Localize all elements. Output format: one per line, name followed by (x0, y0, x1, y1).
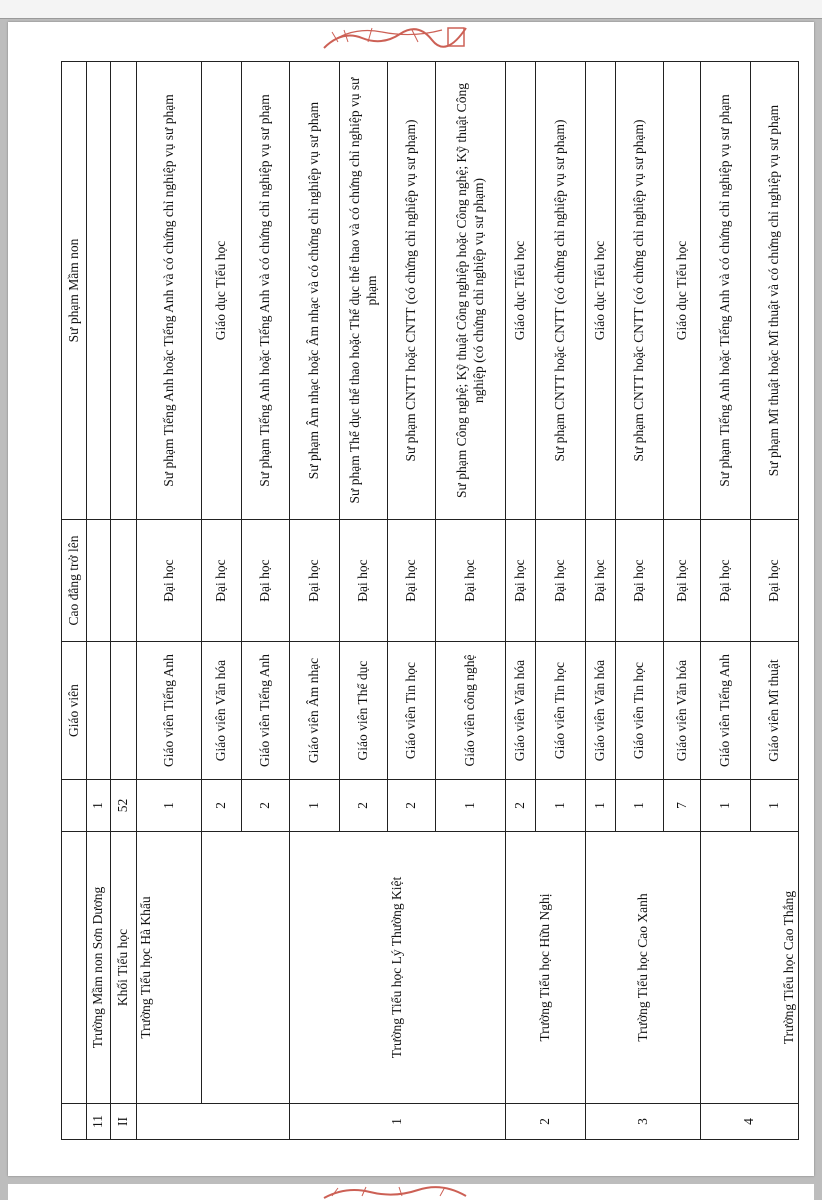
row-degree: Đại học (242, 520, 290, 642)
row-major: Sư phạm CNTT hoặc CNTT (có chứng chỉ nghiệp vụ sư phạm) (616, 62, 664, 520)
row-11-degree (87, 520, 111, 642)
table-row-11 (87, 62, 111, 1140)
red-stamp-top (322, 24, 468, 50)
section-number: II (111, 1104, 137, 1140)
row-major: Sư phạm Tiếng Anh hoặc Tiếng Anh và có chứng chỉ nghiệp vụ sư phạm (701, 62, 751, 520)
table-row (701, 62, 751, 1140)
row-teacher: Giáo viên Văn hóa (202, 642, 242, 780)
row-degree: Đại học (616, 520, 664, 642)
row-major: Sư phạm Thể dục thể thao hoặc Thể dục thể thao và có chứng chỉ nghiệp vụ sư phạm (340, 62, 388, 520)
row-degree: Đại học (586, 520, 616, 642)
table-row (290, 62, 340, 1140)
row-count: 2 (242, 780, 290, 832)
header-teacher: Giáo viên (62, 642, 87, 780)
school-name: Trường Tiểu học Cao Xanh (586, 832, 701, 1104)
section-teacher (111, 642, 137, 780)
row-degree: Đại học (536, 520, 586, 642)
section-degree (111, 520, 137, 642)
row-teacher: Giáo viên Tiếng Anh (137, 642, 202, 780)
row-major: Giáo dục Tiểu học (664, 62, 701, 520)
table-row (202, 62, 242, 1140)
row-teacher: Giáo viên Âm nhạc (290, 642, 340, 780)
row-degree: Đại học (202, 520, 242, 642)
row-degree: Đại học (137, 520, 202, 642)
header-count (62, 780, 87, 832)
row-degree: Đại học (701, 520, 751, 642)
row-major: Sư phạm Âm nhạc hoặc Âm nhạc và có chứng chỉ nghiệp vụ sư phạm (290, 62, 340, 520)
row-teacher: Giáo viên Văn hóa (664, 642, 701, 780)
row-degree: Đại học (751, 520, 799, 642)
row-count: 2 (340, 780, 388, 832)
row-count: 1 (586, 780, 616, 832)
row-count: 7 (664, 780, 701, 832)
row-major: Sư phạm Tiếng Anh hoặc Tiếng Anh và có chứng chỉ nghiệp vụ sư phạm (137, 62, 202, 520)
row-11-teacher (87, 642, 111, 780)
row-11-major (87, 62, 111, 520)
row-11-stt: 11 (87, 1104, 111, 1140)
section-major (111, 62, 137, 520)
row-degree: Đại học (388, 520, 436, 642)
table-row-header (62, 62, 87, 1140)
row-teacher: Giáo viên công nghệ (436, 642, 506, 780)
row-teacher: Giáo viên Tin học (536, 642, 586, 780)
row-teacher: Giáo viên Văn hóa (506, 642, 536, 780)
school-stt: 1 (290, 1104, 506, 1140)
row-count: 2 (388, 780, 436, 832)
row-teacher: Giáo viên Tiếng Anh (242, 642, 290, 780)
school-name: Trường Tiểu học Hà Khẩu (137, 832, 202, 1104)
row-count: 1 (751, 780, 799, 832)
row-count: 1 (616, 780, 664, 832)
row-count: 2 (506, 780, 536, 832)
row-count: 1 (536, 780, 586, 832)
row-teacher: Giáo viên Thể dục (340, 642, 388, 780)
section-row (111, 62, 137, 1140)
red-stamp-bottom (322, 1184, 468, 1200)
row-count: 1 (436, 780, 506, 832)
row-teacher: Giáo viên Mĩ thuật (751, 642, 799, 780)
row-degree: Đại học (290, 520, 340, 642)
recruitment-table (61, 61, 799, 1140)
school-name: Trường Tiểu học Hữu Nghị (506, 832, 586, 1104)
school-name: Trường Tiểu học Cao Thắng (701, 832, 799, 1104)
row-major: Giáo dục Tiểu học (586, 62, 616, 520)
table-row (137, 62, 202, 1140)
row-teacher: Giáo viên Tiếng Anh (701, 642, 751, 780)
header-degree: Cao đẳng trở lên (62, 520, 87, 642)
section-label: Khối Tiểu học (111, 832, 137, 1104)
school-stt: 3 (586, 1104, 701, 1140)
row-major: Sư phạm Mĩ thuật hoặc Mĩ thuật và có chứng chỉ nghiệp vụ sư phạm (751, 62, 799, 520)
row-major: Sư phạm CNTT hoặc CNTT (có chứng chỉ nghiệp vụ sư phạm) (536, 62, 586, 520)
row-degree: Đại học (436, 520, 506, 642)
school-stt: 2 (506, 1104, 586, 1140)
header-unit (62, 832, 87, 1104)
school-name: Trường Tiểu học Lý Thường Kiệt (290, 832, 506, 1104)
table-row (506, 62, 536, 1140)
row-major: Giáo dục Tiểu học (506, 62, 536, 520)
section-count: 52 (111, 780, 137, 832)
row-teacher: Giáo viên Văn hóa (586, 642, 616, 780)
header-major: Sư phạm Mầm non (62, 62, 87, 520)
row-degree: Đại học (664, 520, 701, 642)
row-count: 2 (202, 780, 242, 832)
row-count: 1 (701, 780, 751, 832)
school-stt: 4 (701, 1104, 799, 1140)
row-11-count: 1 (87, 780, 111, 832)
header-stt (62, 1104, 87, 1140)
row-11-unit: Trường Mầm non Sơn Dương (87, 832, 111, 1104)
row-major: Giáo dục Tiểu học (202, 62, 242, 520)
row-major: Sư phạm CNTT hoặc CNTT (có chứng chỉ nghiệp vụ sư phạm) (388, 62, 436, 520)
row-degree: Đại học (506, 520, 536, 642)
previous-page-edge (0, 0, 822, 19)
row-degree: Đại học (340, 520, 388, 642)
table-row (586, 62, 616, 1140)
row-teacher: Giáo viên Tin học (616, 642, 664, 780)
rotated-table-wrapper (61, 62, 796, 1140)
row-count: 1 (137, 780, 202, 832)
row-teacher: Giáo viên Tin học (388, 642, 436, 780)
row-count: 1 (290, 780, 340, 832)
school-name-cont (202, 832, 290, 1104)
school-stt (137, 1104, 290, 1140)
row-major: Sư phạm Tiếng Anh hoặc Tiếng Anh và có chứng chỉ nghiệp vụ sư phạm (242, 62, 290, 520)
row-major: Sư phạm Công nghệ; Kỹ thuật Công nghiệp hoặc Công nghệ; Kỹ thuật Công nghiệp (có chứng chỉ nghiệp vụ sư phạm) (436, 62, 506, 520)
